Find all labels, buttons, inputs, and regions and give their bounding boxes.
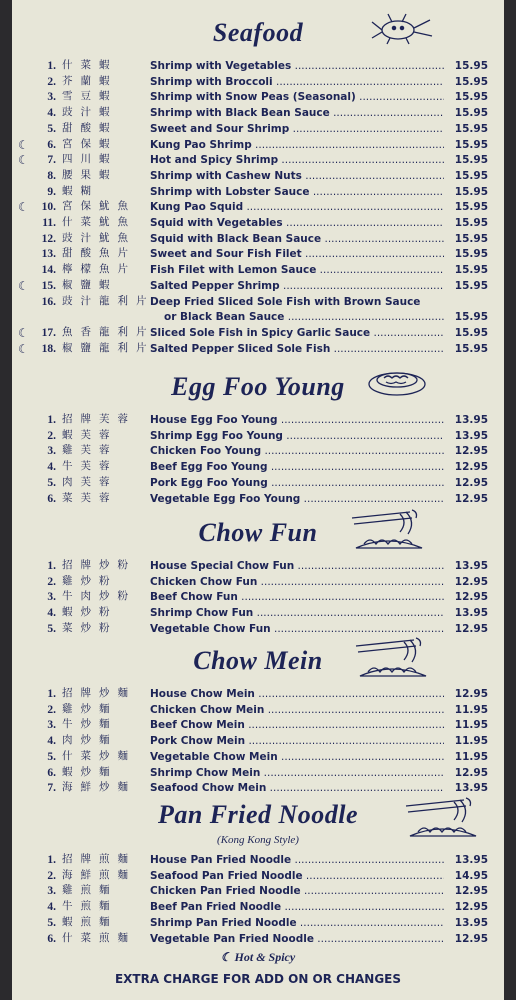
item-name: Kung Pao Shrimp ..... (150, 137, 444, 153)
item-name: Shrimp Egg Foo Young ..... (150, 428, 444, 444)
menu-item (12, 574, 504, 590)
item-name: Beef Pan Fried Noodle ..... (150, 899, 444, 915)
item-number: 6. (47, 138, 56, 151)
item-chinese-name: 蝦煎麵 (62, 916, 118, 928)
item-number: 4. (47, 735, 56, 748)
item-price: 15.95 (454, 169, 488, 182)
item-name: Shrimp with Black Bean Sauce ..... (150, 105, 444, 121)
menu-item (12, 459, 504, 475)
spicy-moon-icon: ☾ (18, 153, 29, 168)
item-price: 15.95 (454, 342, 488, 355)
item-name: Beef Chow Fun ..... (150, 589, 444, 605)
item-number: 10. (41, 201, 56, 214)
item-chinese-name: 芥蘭蝦 (62, 75, 118, 87)
item-price: 12.95 (454, 575, 488, 588)
item-price: 15.95 (454, 138, 488, 151)
item-chinese-name: 豉汁龍利片 (62, 295, 154, 307)
item-chinese-name: 菜芙蓉 (62, 492, 118, 504)
item-price: 15.95 (454, 185, 488, 198)
menu-item (12, 199, 504, 215)
item-number: 14. (41, 264, 56, 277)
item-price: 13.95 (454, 429, 488, 442)
menu-item (12, 58, 504, 74)
item-price: 13.95 (454, 607, 488, 620)
item-chinese-name: 什菜煎麵 (62, 932, 136, 944)
item-number: 9. (47, 185, 56, 198)
item-price: 12.95 (454, 461, 488, 474)
item-name: Shrimp with Snow Peas (Seasonal) ..... (150, 89, 444, 105)
item-number: 16. (41, 295, 56, 308)
item-price: 15.95 (454, 279, 488, 292)
menu-item (12, 475, 504, 491)
item-price: 12.95 (454, 688, 488, 700)
item-price: 15.95 (454, 201, 488, 214)
spicy-legend-label: Hot & Spicy (234, 950, 296, 964)
menu-item (12, 686, 504, 702)
item-chinese-name: 蝦炒粉 (62, 607, 118, 619)
item-number: 2. (47, 429, 56, 442)
menu-item (12, 325, 504, 341)
section-subtitle: (Kong Kong Style) (217, 834, 299, 846)
menu-item (12, 780, 504, 796)
item-chinese-name: 魚香龍利片 (62, 326, 154, 338)
item-price: 13.95 (454, 560, 488, 572)
item-price: 15.95 (454, 217, 488, 229)
menu-item (12, 89, 504, 105)
item-price: 12.95 (454, 622, 488, 635)
item-number: 2. (47, 75, 56, 88)
item-price: 15.95 (454, 311, 488, 324)
noodle-dish-illustration (352, 636, 432, 685)
item-number: 6. (47, 766, 56, 779)
item-name: or Black Bean Sauce ..... (164, 309, 444, 325)
item-name: Vegetable Chow Mein ..... (150, 749, 444, 765)
item-number: 1. (47, 60, 56, 72)
menu-item (12, 883, 504, 899)
menu-item (12, 137, 504, 153)
item-price: 14.95 (454, 869, 488, 882)
noodle-dish-illustration (402, 796, 482, 845)
item-chinese-name: 肉芙蓉 (62, 476, 118, 488)
item-number: 4. (47, 901, 56, 914)
item-price: 12.95 (454, 766, 488, 779)
item-chinese-name: 牛炒麵 (62, 719, 118, 731)
spicy-moon-icon: ☾ (18, 137, 29, 152)
item-price: 15.95 (454, 326, 488, 339)
item-number: 5. (47, 916, 56, 929)
item-chinese-name: 宮保魷魚 (62, 201, 136, 213)
item-price: 13.95 (454, 782, 488, 795)
item-price: 13.95 (454, 414, 488, 426)
menu-item (12, 899, 504, 915)
item-price: 12.95 (454, 932, 488, 945)
item-price: 12.95 (454, 476, 488, 489)
menu-item (12, 852, 504, 868)
menu-item (12, 765, 504, 781)
item-name: Shrimp with Lobster Sauce ..... (150, 184, 444, 200)
menu-item (12, 262, 504, 278)
extra-charge-note: EXTRA CHARGE FOR ADD ON OR CHANGES (114, 972, 402, 986)
item-number: 4. (47, 607, 56, 620)
item-name: Shrimp Pan Fried Noodle ..... (150, 915, 444, 931)
item-price: 12.95 (454, 445, 488, 458)
item-number: 4. (47, 107, 56, 120)
item-number: 1. (47, 688, 56, 700)
item-chinese-name: 甜酸蝦 (62, 122, 118, 134)
item-chinese-name: 四川蝦 (62, 154, 118, 166)
item-price: 15.95 (454, 107, 488, 120)
menu-item (12, 74, 504, 90)
item-name: Vegetable Egg Foo Young ..... (150, 491, 444, 507)
item-name: Pork Chow Mein ..... (150, 733, 444, 749)
section-title-seafood: Seafood (212, 18, 304, 47)
item-chinese-name: 肉炒麵 (62, 735, 118, 747)
spicy-moon-icon: ☾ (18, 325, 29, 340)
menu-item (12, 309, 504, 325)
item-chinese-name: 雞煎麵 (62, 885, 118, 897)
item-price: 15.95 (454, 232, 488, 245)
item-chinese-name: 腰果蝦 (62, 169, 118, 181)
spicy-moon-icon: ☾ (18, 278, 29, 293)
item-price: 13.95 (454, 916, 488, 929)
item-name: Salted Pepper Sliced Sole Fish ..... (150, 341, 444, 357)
menu-item (12, 915, 504, 931)
menu-item (12, 278, 504, 294)
item-name: Shrimp with Broccoli ..... (150, 74, 444, 90)
item-name: Pork Egg Foo Young ..... (150, 475, 444, 491)
item-number: 1. (47, 560, 56, 572)
item-chinese-name: 什菜蝦 (62, 60, 118, 71)
item-price: 11.95 (454, 719, 488, 732)
item-chinese-name: 雞炒粉 (62, 575, 118, 587)
item-number: 12. (41, 232, 56, 245)
item-price: 11.95 (454, 750, 488, 763)
item-name: Beef Chow Mein ..... (150, 717, 444, 733)
item-price: 15.95 (454, 122, 488, 135)
menu-item (12, 294, 504, 310)
item-chinese-name: 蝦糊 (62, 185, 99, 197)
item-number: 8. (47, 169, 56, 182)
item-price: 15.95 (454, 264, 488, 277)
menu-item (12, 152, 504, 168)
item-name: Sweet and Sour Fish Filet ..... (150, 246, 444, 262)
item-name: Chicken Chow Fun ..... (150, 574, 444, 590)
item-chinese-name: 海鮮炒麵 (62, 782, 136, 794)
item-price: 12.95 (454, 492, 488, 505)
item-chinese-name: 宮保蝦 (62, 138, 118, 150)
item-number: 3. (47, 719, 56, 732)
item-price: 11.95 (454, 735, 488, 748)
item-price: 15.95 (454, 60, 488, 72)
item-chinese-name: 菜炒粉 (62, 622, 118, 634)
item-number: 3. (47, 91, 56, 104)
item-chinese-name: 牛肉炒粉 (62, 591, 136, 603)
item-name: House Pan Fried Noodle ..... (150, 852, 444, 868)
item-chinese-name: 什菜炒麵 (62, 750, 136, 762)
item-chinese-name: 豉汁蝦 (62, 107, 118, 119)
item-chinese-name: 招牌煎麵 (62, 854, 136, 865)
crab-illustration (368, 10, 436, 51)
item-name: Chicken Pan Fried Noodle ..... (150, 883, 444, 899)
item-number: 4. (47, 461, 56, 474)
menu-item (12, 443, 504, 459)
item-name: Shrimp Chow Fun ..... (150, 605, 444, 621)
item-name: Squid with Black Bean Sauce ..... (150, 231, 444, 247)
item-name: Fish Filet with Lemon Sauce ..... (150, 262, 444, 278)
item-number: 6. (47, 932, 56, 945)
item-name: Shrimp Chow Mein ..... (150, 765, 444, 781)
item-chinese-name: 牛煎麵 (62, 901, 118, 913)
item-name: Deep Fried Sliced Sole Fish with Brown Sauce (150, 295, 421, 308)
menu-item (12, 605, 504, 621)
item-number: 2. (47, 703, 56, 716)
item-number: 3. (47, 591, 56, 604)
menu-item (12, 246, 504, 262)
menu-item (12, 733, 504, 749)
item-name: Seafood Chow Mein ..... (150, 780, 444, 796)
item-number: 3. (47, 445, 56, 458)
item-number: 17. (41, 326, 56, 339)
item-name: Sweet and Sour Shrimp ..... (150, 121, 444, 137)
item-chinese-name: 蝦炒麵 (62, 766, 118, 778)
item-price: 11.95 (454, 703, 488, 716)
menu-item (12, 491, 504, 507)
item-number: 5. (47, 122, 56, 135)
item-chinese-name: 檸檬魚片 (62, 264, 136, 276)
item-number: 15. (41, 279, 56, 292)
item-chinese-name: 甜酸魚片 (62, 248, 136, 260)
item-number: 2. (47, 575, 56, 588)
item-chinese-name: 招牌炒粉 (62, 560, 136, 571)
item-name: Squid with Vegetables ..... (150, 215, 444, 231)
item-name: Chicken Chow Mein ..... (150, 702, 444, 718)
section-title-chow-mein: Chow Mein (193, 646, 323, 675)
menu-item (12, 931, 504, 947)
noodle-dish-illustration (348, 508, 428, 557)
item-number: 3. (47, 885, 56, 898)
item-number: 5. (47, 750, 56, 763)
egg-foo-young-dish-illustration (366, 366, 428, 403)
section-title-egg-foo-young: Egg Foo Young (171, 372, 345, 401)
item-chinese-name: 雞炒麵 (62, 703, 118, 715)
item-name: House Egg Foo Young ..... (150, 412, 444, 428)
menu-item (12, 558, 504, 574)
item-price: 15.95 (454, 91, 488, 104)
item-name: Shrimp with Cashew Nuts ..... (150, 168, 444, 184)
item-price: 15.95 (454, 248, 488, 261)
section-title-pan-fried-noodle: Pan Fried Noodle (157, 800, 359, 829)
item-name: Kung Pao Squid ..... (150, 199, 444, 215)
menu-item (12, 749, 504, 765)
item-chinese-name: 豉汁魷魚 (62, 232, 136, 244)
item-number: 2. (47, 869, 56, 882)
item-chinese-name: 海鮮煎麵 (62, 869, 136, 881)
menu-item (12, 868, 504, 884)
menu-item (12, 702, 504, 718)
item-price: 12.95 (454, 901, 488, 914)
item-chinese-name: 牛芙蓉 (62, 461, 118, 473)
item-number: 5. (47, 476, 56, 489)
item-number: 7. (47, 782, 56, 795)
menu-item (12, 231, 504, 247)
menu-item (12, 412, 504, 428)
item-name: Sliced Sole Fish in Spicy Garlic Sauce ..... (150, 325, 444, 341)
item-chinese-name: 雪豆蝦 (62, 91, 118, 103)
item-chinese-name: 什菜魷魚 (62, 217, 136, 228)
spicy-moon-icon: ☾ (18, 341, 29, 356)
item-chinese-name: 椒鹽蝦 (62, 279, 118, 291)
item-name: House Chow Mein ..... (150, 686, 444, 702)
menu-item (12, 215, 504, 231)
menu-item (12, 105, 504, 121)
item-price: 13.95 (454, 854, 488, 866)
menu-item (12, 341, 504, 357)
item-name: Chicken Foo Young ..... (150, 443, 444, 459)
menu-item (12, 428, 504, 444)
item-number: 5. (47, 622, 56, 635)
item-name: Seafood Pan Fried Noodle ..... (150, 868, 444, 884)
item-name: Beef Egg Foo Young ..... (150, 459, 444, 475)
item-number: 6. (47, 492, 56, 505)
item-number: 1. (47, 854, 56, 866)
item-number: 13. (41, 248, 56, 261)
item-chinese-name: 雞芙蓉 (62, 445, 118, 457)
spicy-legend (12, 950, 504, 965)
menu-item (12, 121, 504, 137)
item-chinese-name: 招牌炒麵 (62, 688, 136, 699)
item-price: 12.95 (454, 591, 488, 604)
menu-item (12, 184, 504, 200)
item-chinese-name: 蝦芙蓉 (62, 429, 118, 441)
item-number: 18. (41, 342, 56, 355)
item-name: Shrimp with Vegetables ..... (150, 58, 444, 74)
item-price: 15.95 (454, 154, 488, 167)
item-price: 12.95 (454, 885, 488, 898)
item-number: 7. (47, 154, 56, 167)
spicy-moon-icon: ☾ (220, 950, 232, 964)
item-name: Hot and Spicy Shrimp ..... (150, 152, 444, 168)
item-name: Salted Pepper Shrimp ..... (150, 278, 444, 294)
menu-page (12, 0, 504, 1000)
item-name: House Special Chow Fun ..... (150, 558, 444, 574)
menu-item (12, 717, 504, 733)
menu-item (12, 621, 504, 637)
item-price: 15.95 (454, 75, 488, 88)
item-chinese-name: 椒鹽龍利片 (62, 342, 154, 354)
item-name: Vegetable Chow Fun ..... (150, 621, 444, 637)
item-chinese-name: 招牌芙蓉 (62, 414, 136, 425)
menu-item (12, 589, 504, 605)
item-number: 11. (42, 217, 56, 229)
section-title-chow-fun: Chow Fun (198, 518, 318, 547)
spicy-moon-icon: ☾ (18, 200, 29, 215)
item-number: 1. (47, 414, 56, 426)
item-name: Vegetable Pan Fried Noodle ..... (150, 931, 444, 947)
menu-item (12, 168, 504, 184)
